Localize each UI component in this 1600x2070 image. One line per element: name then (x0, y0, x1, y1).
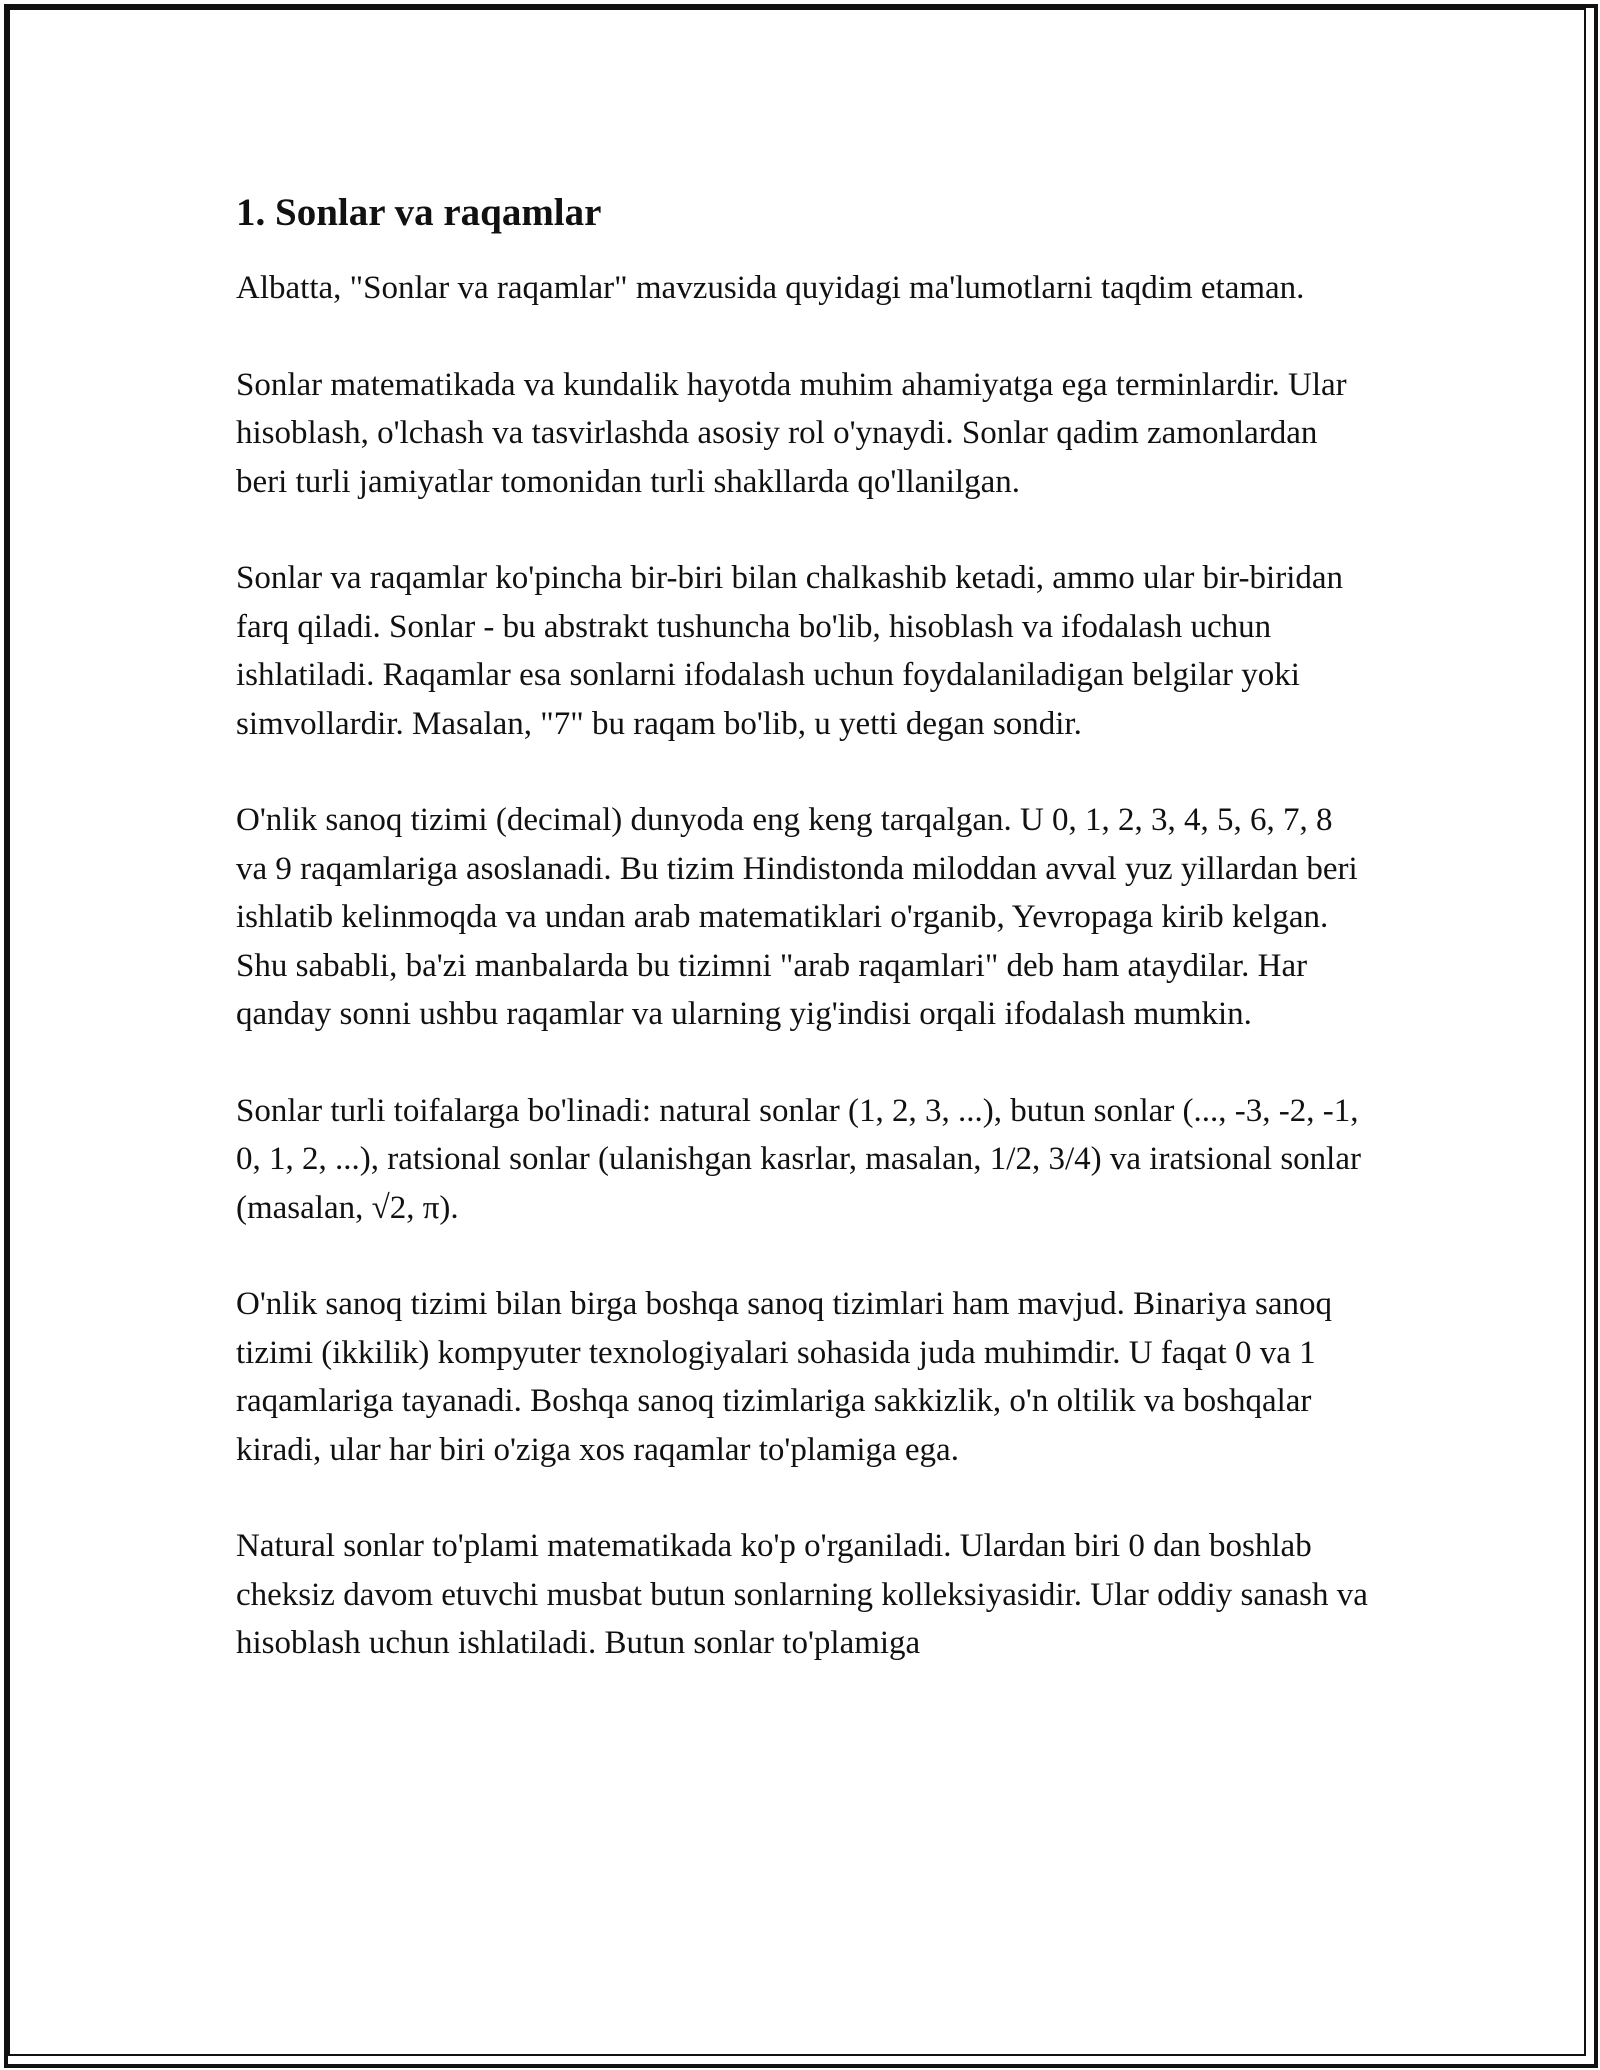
paragraph-other-systems: O'nlik sanoq tizimi bilan birga boshqa sanoq tizimlari ham mavjud. Binariya sanoq tizimi (ikkilik) kompyuter texnologiyalari sohasida juda muhimdir. U faqat 0 va 1 raqamlariga tayanadi. Boshqa sanoq tizimlariga sakkizlik, o'n oltilik va boshqalar kiradi, ular har biri o'ziga xos raqamlar to'plamiga ega. (236, 1286, 1332, 1468)
paragraph-numbers-vs-digits: Sonlar va raqamlar ko'pincha bir-biri bilan chalkashib ketadi, ammo ular bir-biridan farq qiladi. Sonlar - bu abstrakt tushuncha bo'lib, hisoblash va ifodalash uchun ishlatiladi. Raqamlar esa sonlarni ifodalash uchun foydalaniladigan belgilar yoki simvollardir. Masalan, "7" bu raqam bo'lib, u yetti degan sondir. (236, 560, 1344, 742)
paragraph-natural-numbers: Natural sonlar to'plami matematikada ko'p o'rganiladi. Ulardan biri 0 dan boshlab cheksiz davom etuvchi musbat butun sonlarning kolleksiyasidir. Ular oddiy sanash va hisoblash uchun ishlatiladi. Butun sonlar to'plamiga (236, 1528, 1368, 1661)
paragraph-intro: Albatta, "Sonlar va raqamlar" mavzusida quyidagi ma'lumotlarni taqdim etaman. (236, 270, 1305, 306)
document-body (236, 182, 1371, 1716)
paragraph-number-categories: Sonlar turli toifalarga bo'linadi: natural sonlar (1, 2, 3, ...), butun sonlar (..., -3, -2, -1, 0, 1, 2, ...), ratsional sonlar (ulanishgan kasrlar, masalan, 1/2, 3/4) va iratsional sonlar (masalan, √2, π). (236, 1092, 1361, 1226)
paragraph-decimal-system: O'nlik sanoq tizimi (decimal) dunyoda eng keng tarqalgan. U 0, 1, 2, 3, 4, 5, 6, 7, 8 va 9 raqamlariga asoslanadi. Bu tizim Hindistonda miloddan avval yuz yillardan beri ishlatib kelinmoqda va undan arab matematiklari o'rganib, Yevropaga kirib kelgan. Shu sababli, ba'zi manbalarda bu tizimni "arab raqamlari" deb ham ataydilar. Har qanday sonni ushbu raqamlar va ularning yig'indisi orqali ifodalash mumkin. (236, 802, 1358, 1032)
paragraph-numbers-importance: Sonlar matematikada va kundalik hayotda muhim ahamiyatga ega terminlardir. Ular hisoblash, o'lchash va tasvirlashda asosiy rol o'ynaydi. Sonlar qadim zamonlardan beri turli jamiyatlar tomonidan turli shakllarda qo'llanilgan. (236, 366, 1347, 500)
section-title: 1. Sonlar va raqamlar (236, 191, 602, 234)
